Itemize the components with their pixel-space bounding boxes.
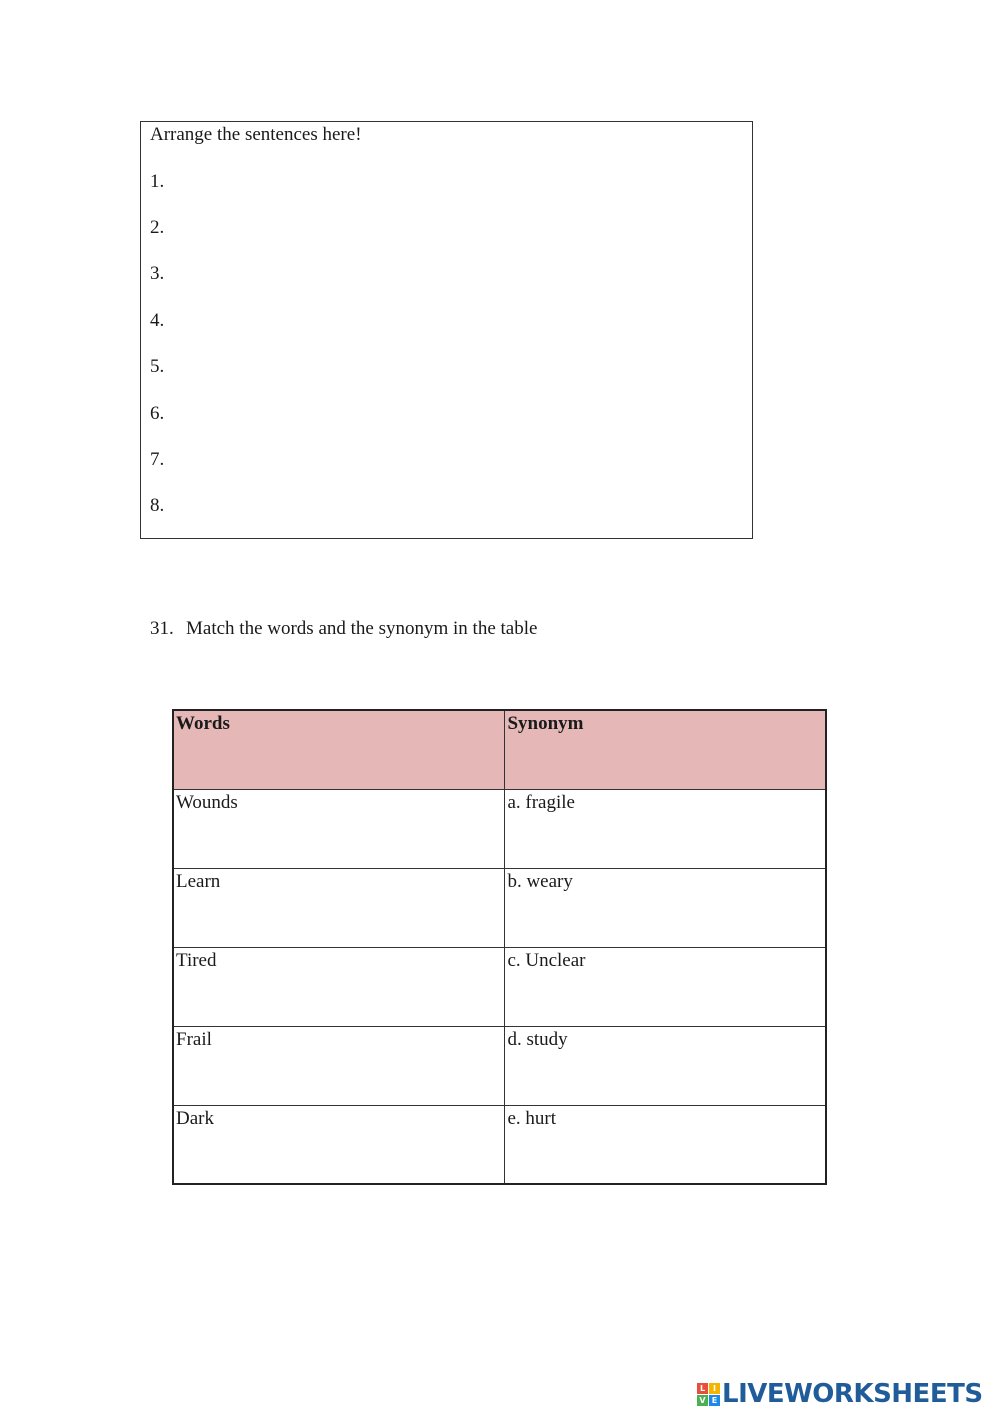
header-synonym: Synonym	[505, 710, 826, 789]
liveworksheets-logo-icon	[697, 1383, 720, 1406]
logo-mark-letter: L	[697, 1383, 708, 1394]
arrange-line-1[interactable]: 1.	[150, 171, 165, 192]
word-cell[interactable]: Dark	[173, 1105, 505, 1184]
logo-mark-letter: I	[709, 1383, 720, 1394]
table-header-row	[173, 710, 826, 789]
word-cell[interactable]: Wounds	[173, 789, 505, 868]
arrange-line-5[interactable]: 5.	[150, 356, 165, 377]
synonym-cell[interactable]: a. fragile	[505, 789, 826, 868]
word-cell[interactable]: Learn	[173, 868, 505, 947]
logo-text: LIVEWORKSHEETS	[722, 1379, 983, 1409]
word-cell[interactable]: Frail	[173, 1026, 505, 1105]
table-row	[173, 1026, 826, 1105]
logo-mark-letter: V	[697, 1395, 708, 1406]
arrange-line-3[interactable]: 3.	[150, 263, 165, 284]
synonym-table	[172, 709, 827, 1185]
logo-mark-letter: E	[709, 1395, 720, 1406]
word-cell[interactable]: Tired	[173, 947, 505, 1026]
arrange-line-7[interactable]: 7.	[150, 449, 165, 470]
arrange-sentences-box	[140, 121, 753, 539]
arrange-title: Arrange the sentences here!	[150, 124, 362, 145]
question-text: Match the words and the synonym in the table	[186, 618, 538, 639]
question-31	[150, 618, 537, 640]
table-row	[173, 789, 826, 868]
header-words: Words	[173, 710, 505, 789]
arrange-line-8[interactable]: 8.	[150, 495, 165, 516]
synonym-cell[interactable]: c. Unclear	[505, 947, 826, 1026]
arrange-line-2[interactable]: 2.	[150, 217, 165, 238]
liveworksheets-logo[interactable]	[697, 1377, 983, 1411]
synonym-cell[interactable]: d. study	[505, 1026, 826, 1105]
question-number: 31.	[150, 618, 174, 639]
table-row	[173, 868, 826, 947]
synonym-cell[interactable]: b. weary	[505, 868, 826, 947]
table-row	[173, 947, 826, 1026]
arrange-line-6[interactable]: 6.	[150, 403, 165, 424]
arrange-line-4[interactable]: 4.	[150, 310, 165, 331]
synonym-cell[interactable]: e. hurt	[505, 1105, 826, 1184]
table-row	[173, 1105, 826, 1184]
